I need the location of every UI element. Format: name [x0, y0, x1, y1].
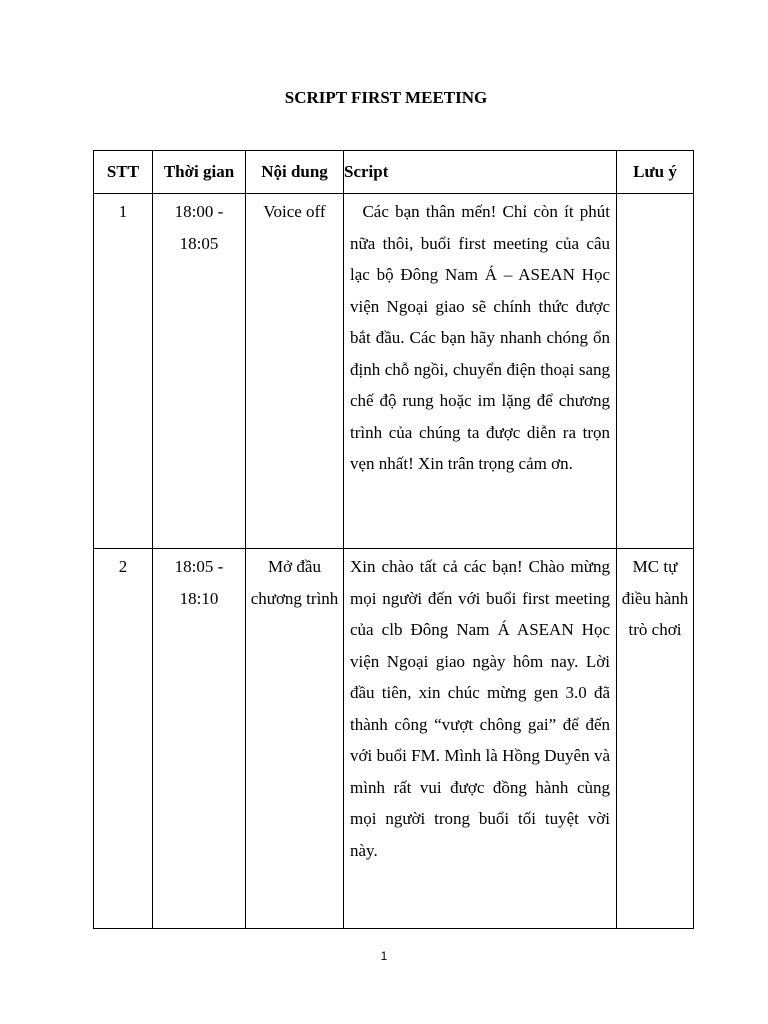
table-row	[94, 549, 694, 929]
cell-luu-y	[617, 194, 694, 549]
cell-thoi-gian	[153, 194, 246, 549]
cell-stt	[94, 194, 153, 549]
table-row	[94, 194, 694, 549]
cell-script	[344, 194, 617, 549]
cell-thoi-gian	[153, 549, 246, 929]
cell-script	[344, 549, 617, 929]
cell-luu-y	[617, 549, 694, 929]
cell-luu-y-text	[617, 194, 693, 196]
cell-thoi-gian-text: 18:00 - 18:05	[174, 202, 224, 253]
cell-thoi-gian-text: 18:05 - 18:10	[174, 557, 224, 608]
cell-noi-dung-text: Mở đầu chương trình	[250, 557, 339, 608]
cell-script-text: Các bạn thân mến! Chỉ còn ít phút nữa thôi, buổi first meeting của câu lạc bộ Đông Nam Á – ASEAN Học viện Ngoại giao sẽ chính thức được bắt đầu. Các bạn hãy nhanh chóng ổn định chỗ ngồi, chuyển điện thoại sang chế độ rung hoặc im lặng để chương trình của chúng ta được diễn ra trọn vẹn nhất! Xin trân trọng cảm ơn.	[350, 202, 615, 473]
document-title: SCRIPT FIRST MEETING	[284, 88, 488, 107]
cell-stt-text: 2	[118, 557, 128, 576]
header-luu-y: Lưu ý	[617, 151, 694, 194]
cell-noi-dung	[246, 549, 344, 929]
cell-script-text: Xin chào tất cả các bạn! Chào mừng mọi người đến với buổi first meeting của clb Đông Nam Á ASEAN Học viện Ngoại giao ngày hôm nay. Lời đầu tiên, xin chúc mừng gen 3.0 đã thành công “vượt chông gai” để đến với buổi FM. Mình là Hồng Duyên và mình rất vui được đồng hành cùng mọi người trong buổi tối tuyệt vời này.	[350, 557, 610, 860]
cell-stt-text: 1	[118, 202, 128, 221]
page-number: 1	[380, 949, 388, 963]
table-header-row	[94, 151, 694, 194]
header-stt: STT	[94, 151, 153, 194]
header-noi-dung: Nội dung	[246, 151, 344, 194]
cell-stt	[94, 549, 153, 929]
cell-noi-dung	[246, 194, 344, 549]
cell-luu-y-text: MC tự điều hành trò chơi	[621, 557, 689, 639]
header-script: Script	[344, 151, 617, 194]
cell-noi-dung-text: Voice off	[263, 202, 326, 221]
script-table	[93, 150, 694, 929]
header-thoi-gian: Thời gian	[153, 151, 246, 194]
